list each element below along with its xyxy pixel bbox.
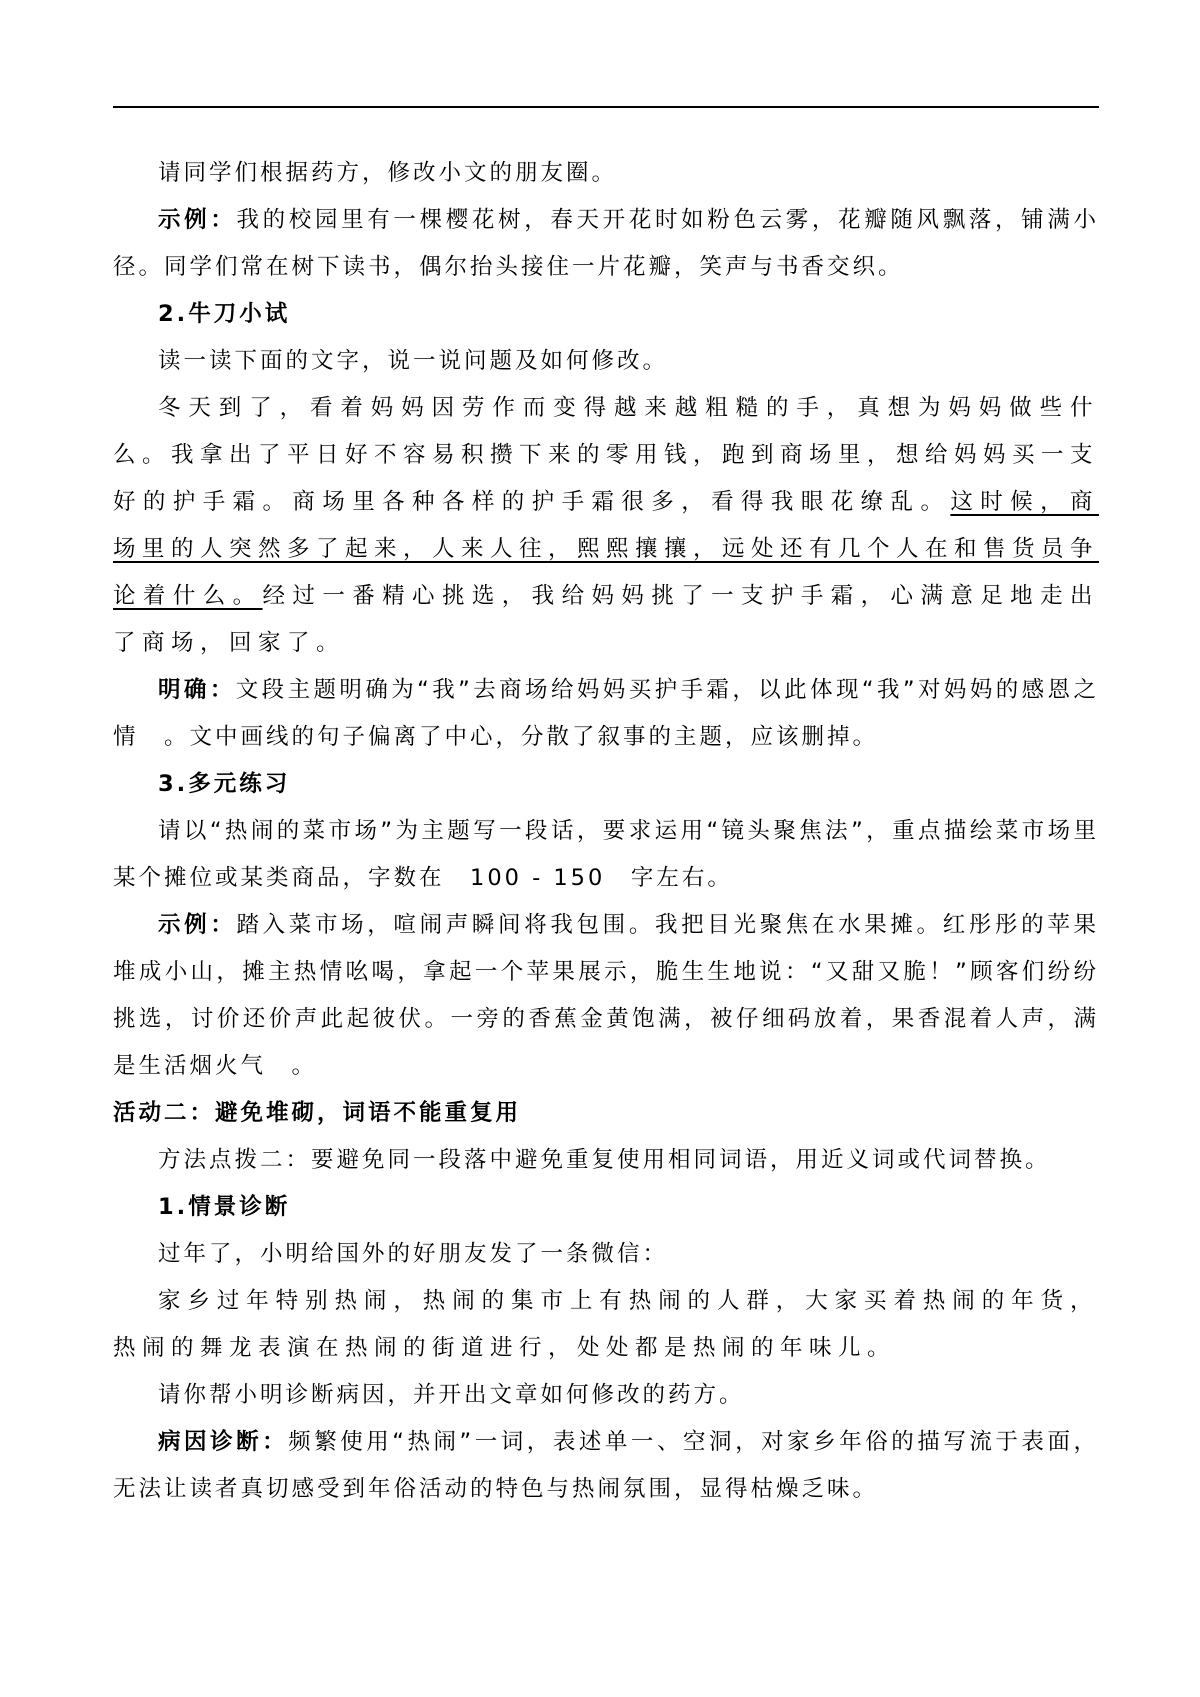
- clarification-text: 文段主题明确为“我”去商场给妈妈买护手霜，以此体现“我”对妈妈的感恩之情 。文中画线的句子偏离了中心，分散了叙事的主题，应该删掉。: [113, 677, 1099, 750]
- section-heading-multi-practice: 3.多元练习: [158, 771, 291, 797]
- method-tip-paragraph: 方法点拨二：要避免同一段落中避免重复使用相同词语，用近义词或代词替换。: [158, 1147, 1051, 1173]
- example-paragraph: [113, 197, 1099, 291]
- instruction-paragraph: 请同学们根据药方，修改小文的朋友圈。: [158, 160, 618, 186]
- section-heading-practice: 2.牛刀小试: [158, 301, 291, 327]
- header-rule: [113, 106, 1099, 108]
- activity-two-heading: 活动二：避免堆砌，词语不能重复用: [113, 1100, 522, 1126]
- example-text: 我的校园里有一棵樱花树，春天开花时如粉色云雾，花瓣随风飘落，铺满小径。同学们常在树下读书，偶尔抬头接住一片花瓣，笑声与书香交织。: [113, 207, 1099, 280]
- practice-passage: [113, 385, 1099, 667]
- passage-text-before: 冬天到了，看着妈妈因劳作而变得越来越粗糙的手，真想为妈妈做些什么。我拿出了平日好不容易积攒下来的零用钱，跑到商场里，想给妈妈买一支好的护手霜。商场里各种各样的护手霜很多，看得我眼花缭乱。: [113, 395, 1100, 515]
- practice-instruction: 读一读下面的文字，说一说问题及如何修改。: [158, 348, 669, 374]
- clarification-label: 明确：: [158, 677, 236, 703]
- example-paragraph-2: [113, 902, 1099, 1090]
- clarification-paragraph: [113, 667, 1099, 761]
- passage-text-after: 经过一番精心挑选，我给妈妈挑了一支护手霜，心满意足地走出了商场，回家了。: [113, 583, 1099, 656]
- section-heading-diagnosis: 1.情景诊断: [158, 1194, 291, 1220]
- writing-task-paragraph: 请以“热闹的菜市场”为主题写一段话，要求运用“镜头聚焦法”，重点描绘菜市场里某个摊位或某类商品，字数在 100 - 150 字左右。: [113, 818, 1099, 891]
- document-body: [113, 150, 1099, 1513]
- example-text-2: 踏入菜市场，喧闹声瞬间将我包围。我把目光聚焦在水果摊。红彤彤的苹果堆成小山，摊主热情吆喝，拿起一个苹果展示，脆生生地说：“又甜又脆！”顾客们纷纷挑选，讨价还价声此起彼伏。一旁的香蕉金黄饱满，被仔细码放着，果香混着人声，满是生活烟火气 。: [113, 912, 1099, 1079]
- diagnosis-paragraph: [113, 1419, 1099, 1513]
- diagnosis-label: 病因诊断：: [158, 1429, 289, 1455]
- scenario-paragraph: 过年了，小明给国外的好朋友发了一条微信：: [158, 1241, 669, 1267]
- example-label-2: 示例：: [158, 912, 237, 938]
- example-label: 示例：: [158, 207, 237, 233]
- diagnosis-text: 频繁使用“热闹”一词，表述单一、空洞，对家乡年俗的描写流于表面，无法让读者真切感受到年俗活动的特色与热闹氛围，显得枯燥乏味。: [113, 1429, 1099, 1502]
- diagnosis-task-paragraph: 请你帮小明诊断病因，并开出文章如何修改的药方。: [158, 1382, 745, 1408]
- wechat-message-paragraph: 家乡过年特别热闹，热闹的集市上有热闹的人群，大家买着热闹的年货，热闹的舞龙表演在热闹的街道进行，处处都是热闹的年味儿。: [113, 1288, 1099, 1361]
- passage-underlined-sentence: 这时候，商场里的人突然多了起来，人来人往，熙熙攘攘，远处还有几个人在和售货员争论着什么。: [113, 489, 1100, 609]
